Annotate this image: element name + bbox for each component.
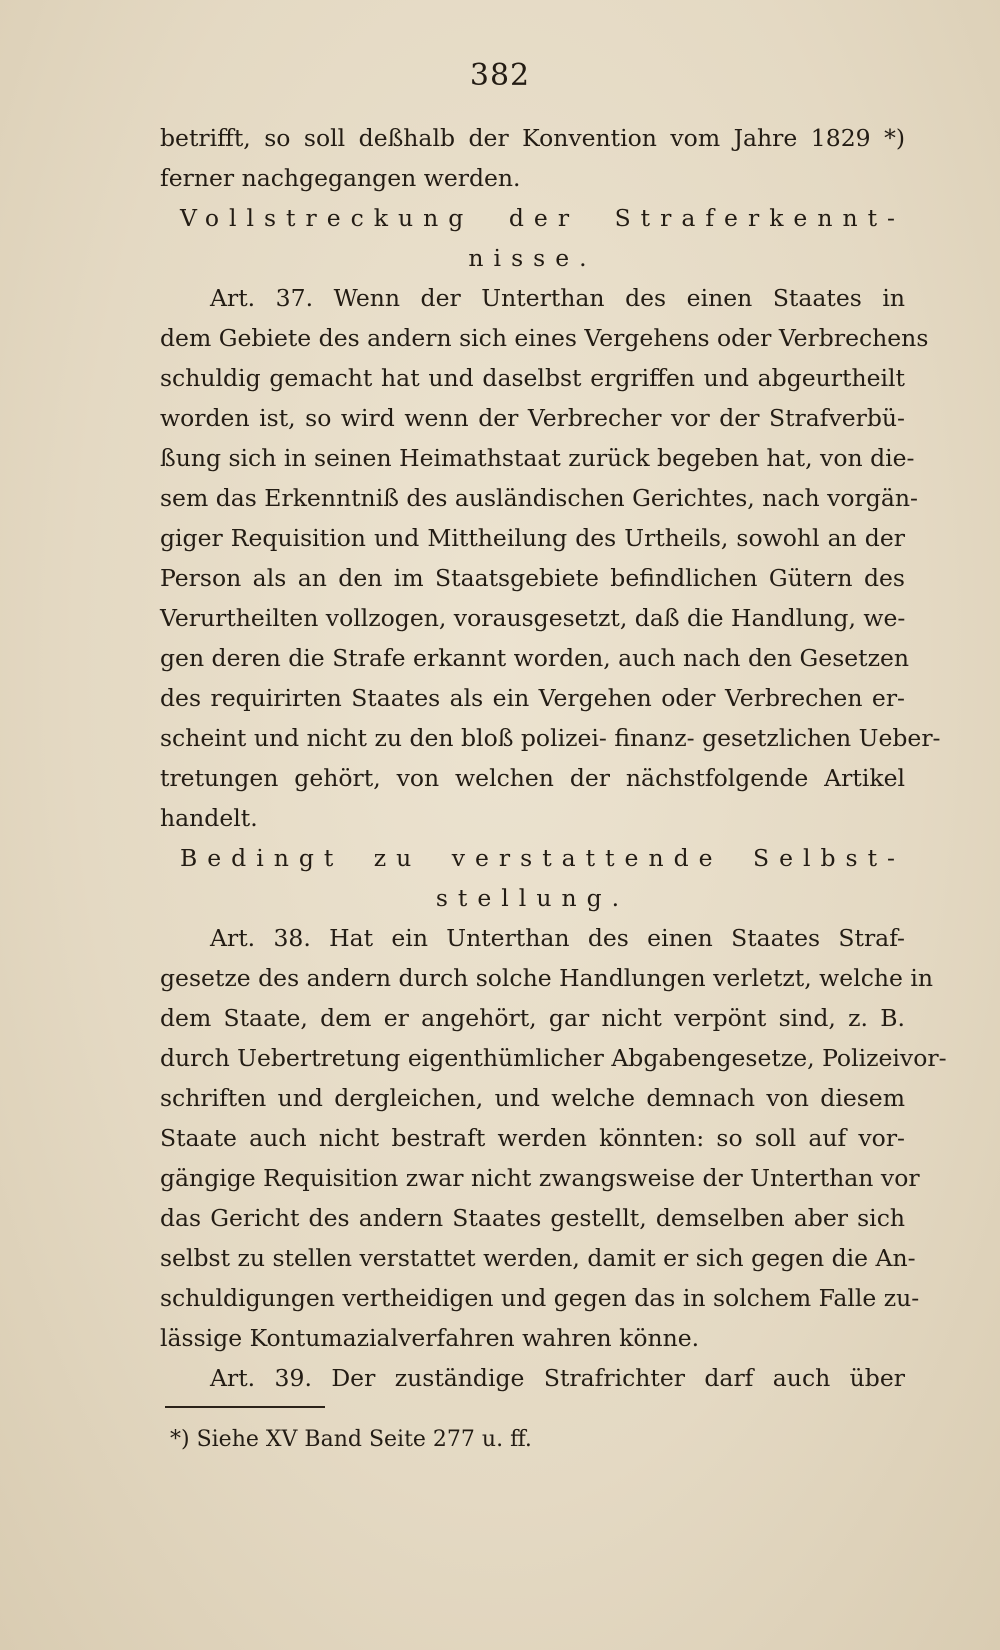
text-line: Person als an den im Staatsgebiete befindlichen Gütern des — [160, 564, 905, 592]
text-line: dem Staate, dem er angehört, gar nicht verpönt sind, z. B. — [160, 1004, 905, 1032]
text-line: das Gericht des andern Staates gestellt, demselben aber sich — [160, 1204, 905, 1232]
text-line: schriften und dergleichen, und welche demnach von diesem — [160, 1084, 905, 1112]
text-line: ßung sich in seinen Heimathstaat zurück begeben hat, von die- — [160, 444, 915, 472]
text-line: Verurtheilten vollzogen, vorausgesetzt, daß die Handlung, we- — [160, 604, 906, 632]
text-line: Art. 37. Wenn der Unterthan des einen Staates in — [210, 284, 905, 312]
text-line: schuldigungen vertheidigen und gegen das in solchem Falle zu- — [160, 1284, 920, 1312]
text-line: gen deren die Strafe erkannt worden, auch nach den Gesetzen — [160, 644, 910, 672]
text-line: dem Gebiete des andern sich eines Vergehens oder Verbrechens — [160, 324, 929, 352]
text-line: gängige Requisition zwar nicht zwangsweise der Unterthan vor — [160, 1164, 920, 1192]
text-line: sem das Erkenntniß des ausländischen Gerichtes, nach vorgän- — [160, 484, 918, 512]
text-line: lässige Kontumazialverfahren wahren könne. — [160, 1324, 700, 1352]
text-line: selbst zu stellen verstattet werden, damit er sich gegen die An- — [160, 1244, 916, 1272]
text-line: scheint und nicht zu den bloß polizei- finanz- gesetzlichen Ueber- — [160, 724, 941, 752]
section-heading: nisse. — [468, 244, 597, 272]
text-line: handelt. — [160, 804, 258, 832]
text-line: Staate auch nicht bestraft werden könnten: so soll auf vor- — [160, 1124, 905, 1152]
page-number: 382 — [469, 58, 531, 93]
text-line: des requirirten Staates als ein Vergehen oder Verbrechen er- — [160, 684, 905, 712]
text-line: ferner nachgegangen werden. — [160, 164, 521, 192]
text-line: giger Requisition und Mittheilung des Urtheils, sowohl an der — [160, 524, 905, 552]
footnote-rule — [165, 1406, 325, 1408]
body-text — [160, 118, 947, 1398]
text-line: betrifft, so soll deßhalb der Konvention vom Jahre 1829 *) — [160, 124, 905, 152]
text-line: tretungen gehört, von welchen der nächstfolgende Artikel — [160, 764, 905, 792]
text-line: gesetze des andern durch solche Handlungen verletzt, welche in — [160, 964, 934, 992]
text-line: worden ist, so wird wenn der Verbrecher vor der Strafverbü- — [160, 404, 905, 432]
section-heading: stellung. — [435, 884, 630, 912]
text-line: Art. 38. Hat ein Unterthan des einen Staates Straf- — [210, 924, 905, 952]
text-line: durch Uebertretung eigenthümlicher Abgabengesetze, Polizeivor- — [160, 1044, 947, 1072]
text-line: schuldig gemacht hat und daselbst ergriffen und abgeurtheilt — [160, 364, 905, 392]
footnote: *) Siehe XV Band Seite 277 u. ff. — [170, 1427, 532, 1452]
section-heading: Bedingt zu verstattende Selbst- — [180, 844, 905, 872]
text-line: Art. 39. Der zuständige Strafrichter darf auch über — [210, 1364, 905, 1392]
section-heading: Vollstreckung der Straferkennt- — [180, 204, 905, 232]
